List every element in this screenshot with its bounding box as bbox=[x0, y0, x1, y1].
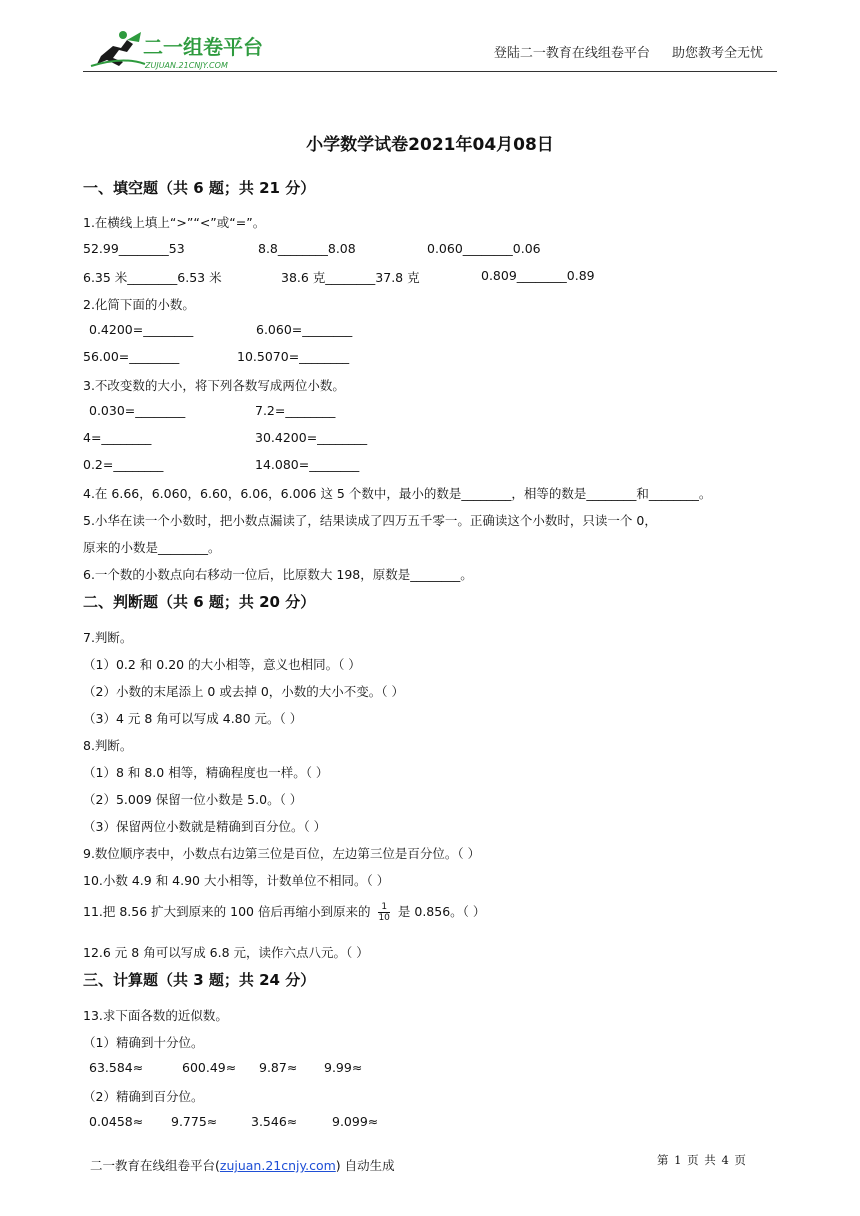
q3-item: 0.030=________ bbox=[89, 403, 186, 418]
q3-item: 30.4200=________ bbox=[255, 430, 368, 445]
q9-text: 9.数位顺序表中，小数点右边第三位是百位，左边第三位是百分位。（ ） bbox=[83, 846, 481, 861]
section-heading-calculation: 三、计算题（共 3 题；共 24 分） bbox=[83, 971, 316, 989]
svg-text:二一组卷平台: 二一组卷平台 bbox=[143, 35, 263, 59]
footer-source bbox=[90, 1156, 395, 1174]
q3-item: 7.2=________ bbox=[255, 403, 336, 418]
q12-text: 12.6 元 8 角可以写成 6.8 元，读作六点八元。（ ） bbox=[83, 945, 369, 960]
q6-text: 6.一个数的小数点向右移动一位后，比原数大 198，原数是________。 bbox=[83, 567, 473, 582]
q2-item: 10.5070=________ bbox=[237, 349, 350, 364]
footer-link[interactable]: zujuan.21cnjy.com bbox=[219, 1158, 336, 1173]
q1-item: 0.809________0.89 bbox=[481, 268, 595, 283]
page-header bbox=[83, 26, 777, 72]
q13-stem: 13.求下面各数的近似数。 bbox=[83, 1008, 228, 1023]
q1-item: 8.8________8.08 bbox=[258, 241, 356, 256]
q1-item: 6.35 米________6.53 米 bbox=[83, 270, 222, 285]
q4-text: 4.在 6.66，6.060，6.60，6.06，6.006 这 5 个数中，最小的数是________，相等的数是________和________。 bbox=[83, 486, 712, 501]
page-number: 第 1 页 共 4 页 bbox=[657, 1153, 747, 1167]
q13-item: 3.546≈ bbox=[251, 1114, 298, 1129]
page-title: 小学数学试卷2021年04月08日 bbox=[306, 135, 554, 155]
login-link[interactable]: 登陆二一教育在线组卷平台 bbox=[493, 46, 650, 61]
q11-post: 是 0.856。（ ） bbox=[397, 904, 486, 919]
svg-text:ZUJUAN.21CNJY.COM: ZUJUAN.21CNJY.COM bbox=[145, 61, 228, 70]
q1-item: 0.060________0.06 bbox=[427, 241, 541, 256]
q7-item: （2）小数的末尾添上 0 或去掉 0，小数的大小不变。（ ） bbox=[83, 684, 405, 699]
q1-stem: 1.在横线上填上“>”“<”或“=”。 bbox=[83, 215, 266, 230]
q13-item: 9.99≈ bbox=[324, 1060, 363, 1075]
q8-stem: 8.判断。 bbox=[83, 738, 133, 753]
q3-item: 0.2=________ bbox=[83, 457, 164, 472]
q8-item: （3）保留两位小数就是精确到百分位。（ ） bbox=[83, 819, 327, 834]
q1-item: 38.6 克________37.8 克 bbox=[281, 270, 420, 285]
header-links bbox=[494, 42, 763, 61]
section-heading-fill-blank: 一、填空题（共 6 题；共 21 分） bbox=[83, 179, 316, 197]
q5-text-line1: 5.小华在读一个小数时，把小数点漏读了，结果读成了四万五千零一。正确读这个小数时，只读一个 0， bbox=[83, 513, 657, 528]
q8-item: （1）8 和 8.0 相等，精确程度也一样。（ ） bbox=[83, 765, 329, 780]
zujuan-logo bbox=[83, 26, 273, 72]
q7-item: （1）0.2 和 0.20 的大小相等，意义也相同。（ ） bbox=[83, 657, 361, 672]
q8-item: （2）5.009 保留一位小数是 5.0。（ ） bbox=[83, 792, 303, 807]
q1-item: 52.99________53 bbox=[83, 241, 185, 256]
q13-item: 0.0458≈ bbox=[89, 1114, 144, 1129]
fraction-one-tenth bbox=[378, 902, 389, 923]
q2-item: 0.4200=________ bbox=[89, 322, 194, 337]
q13-item: 600.49≈ bbox=[182, 1060, 237, 1075]
q2-item: 6.060=________ bbox=[256, 322, 353, 337]
q7-stem: 7.判断。 bbox=[83, 630, 133, 645]
q3-item: 4=________ bbox=[83, 430, 152, 445]
q2-item: 56.00=________ bbox=[83, 349, 180, 364]
q5-text-line2: 原来的小数是________。 bbox=[83, 540, 221, 555]
fraction-denominator: 10 bbox=[378, 913, 390, 923]
q2-stem: 2.化简下面的小数。 bbox=[83, 297, 195, 312]
section-heading-judgement: 二、判断题（共 6 题；共 20 分） bbox=[83, 593, 316, 611]
q3-stem: 3.不改变数的大小，将下列各数写成两位小数。 bbox=[83, 378, 345, 393]
q13-item: 9.099≈ bbox=[332, 1114, 379, 1129]
q13-item: 63.584≈ bbox=[89, 1060, 144, 1075]
q13-part1: （1）精确到十分位。 bbox=[83, 1035, 204, 1050]
slogan-text: 助您教考全无忧 bbox=[671, 46, 763, 61]
q13-item: 9.775≈ bbox=[171, 1114, 218, 1129]
header-divider bbox=[83, 71, 777, 72]
q11-text bbox=[83, 902, 485, 923]
q11-pre: 11.把 8.56 扩大到原来的 100 倍后再缩小到原来的 bbox=[83, 904, 371, 919]
q3-item: 14.080=________ bbox=[255, 457, 360, 472]
q13-part2: （2）精确到百分位。 bbox=[83, 1089, 204, 1104]
fraction-numerator: 1 bbox=[378, 902, 389, 913]
q10-text: 10.小数 4.9 和 4.90 大小相等，计数单位不相同。（ ） bbox=[83, 873, 390, 888]
q13-item: 9.87≈ bbox=[259, 1060, 298, 1075]
q7-item: （3）4 元 8 角可以写成 4.80 元。（ ） bbox=[83, 711, 303, 726]
footer-text-post: ) 自动生成 bbox=[335, 1158, 395, 1173]
footer-text-pre: 二一教育在线组卷平台( bbox=[90, 1158, 220, 1173]
